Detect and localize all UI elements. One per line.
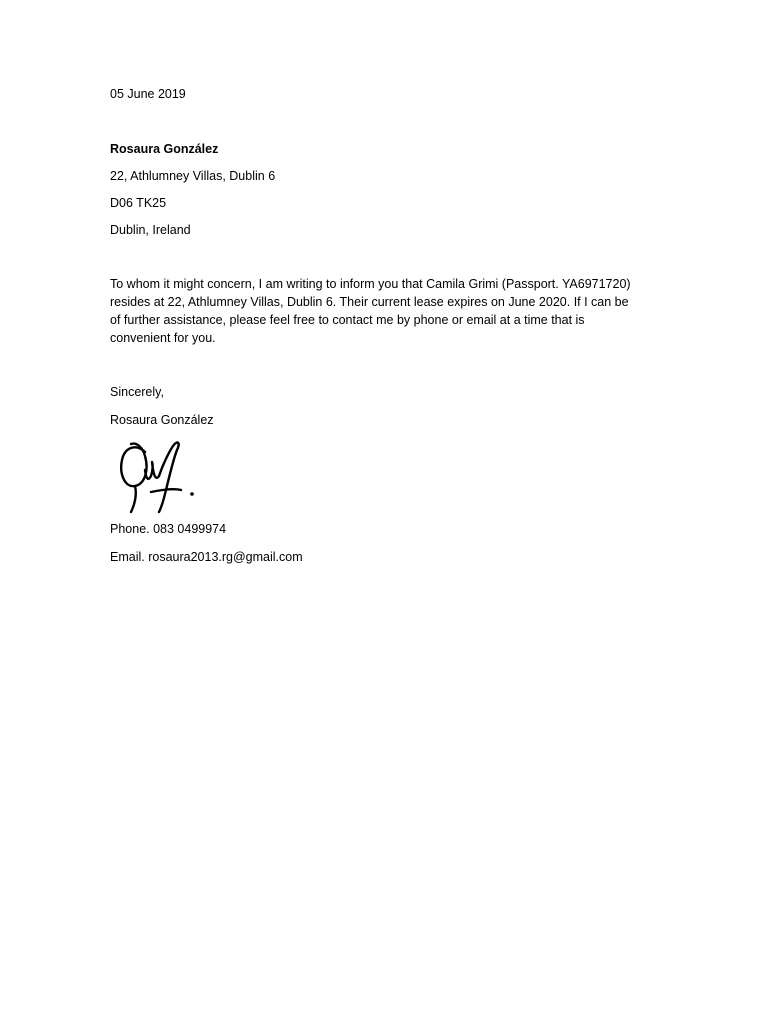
letter-body: [110, 275, 650, 347]
body-line: convenient for you.: [110, 331, 216, 345]
sender-name: Rosaura González: [110, 142, 219, 156]
email: Email. rosaura2013.rg@gmail.com: [110, 550, 303, 564]
sender-street: 22, Athlumney Villas, Dublin 6: [110, 169, 276, 183]
sender-city: Dublin, Ireland: [110, 223, 191, 237]
closing-name: Rosaura González: [110, 413, 214, 427]
body-line: resides at 22, Athlumney Villas, Dublin 6. Their current lease expires on June 2020. If I can be: [110, 295, 629, 309]
phone: Phone. 083 0499974: [110, 522, 227, 536]
sender-postcode: D06 TK25: [110, 196, 167, 210]
closing: Sincerely,: [110, 385, 164, 399]
body-line: To whom it might concern, I am writing to inform you that Camila Grimi (Passport. YA6971720): [110, 277, 631, 291]
body-line: of further assistance, please feel free to contact me by phone or email at a time that is: [110, 313, 585, 327]
letter-date: 05 June 2019: [110, 87, 186, 101]
handwritten-signature: [115, 432, 205, 520]
